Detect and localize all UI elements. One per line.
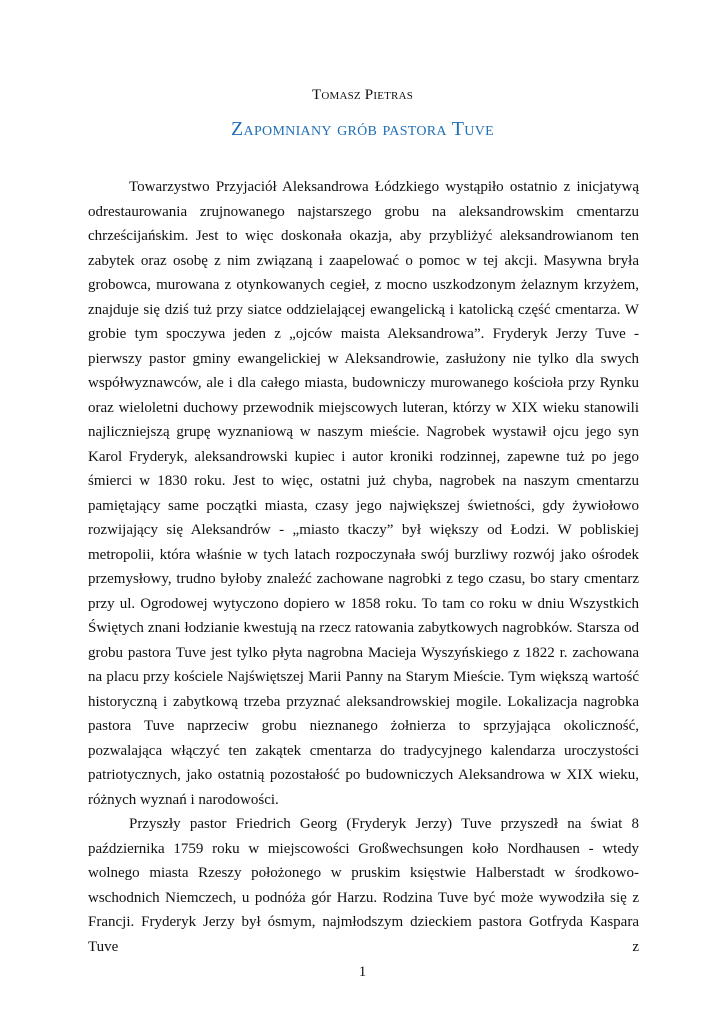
article-title: Zapomniany grób pastora Tuve <box>231 118 494 140</box>
article-body <box>88 175 639 959</box>
paragraph: Towarzystwo Przyjaciół Aleksandrowa Łódzkiego wystąpiło ostatnio z inicjatywą odrestaurowania zrujnowanego najstarszego grobu na aleksandrowskim cmentarzu chrześcijańskim. Jest to więc doskonała okazja, aby przybliżyć aleksandrowianom ten zabytek oraz osobę z nim związaną i zaapelować o pomoc w tej akcji. Masywna bryła grobowca, murowana z otynkowanych cegieł, z mocno uszkodzonym żelaznym krzyżem, znajduje się dziś tuż przy siatce oddzielającej ewangelicką i katolicką część cmentarza. W grobie tym spoczywa jeden z „ojców maista Aleksandrowa”. Fryderyk Jerzy Tuve - pierwszy pastor gminy ewangelickiej w Aleksandrowie, zasłużony nie tylko dla swych współwyznawców, ale i dla całego miasta, budowniczy murowanego kościoła przy Rynku oraz wieloletni duchowy przewodnik miejscowych luteran, którzy w XIX wieku stanowili najliczniejszą grupę wyznaniową w naszym mieście. Nagrobek wystawił ojcu jego syn Karol Fryderyk, aleksandrowski kupiec i autor kroniki rodzinnej, zapewne tuż po jego śmierci w 1830 roku. Jest to więc, ostatni już chyba, nagrobek na naszym cmentarzu pamiętający same początki miasta, czasy jego największej świetności, gdy żywiołowo rozwijający się Aleksandrów - „miasto tkaczy” był większy od Łodzi. W pobliskiej metropolii, która właśnie w tych latach rozpoczynała swój burzliwy rozwój jako ośrodek przemysłowy, trudno byłoby znaleźć zachowane nagrobki z tego czasu, bo stary cmentarz przy ul. Ogrodowej wytyczono dopiero w 1858 roku. To tam co roku w dniu Wszystkich Świętych znani łodzianie kwestują na rzecz ratowania zabytkowych nagrobków. Starsza od grobu pastora Tuve jest tylko płyta nagrobna Macieja Wyszyńskiego z 1822 r. zachowana na placu przy kościele Najświętszej Marii Panny na Starym Mieście. Tym większą wartość historyczną i zabytkową trzeba przyznać aleksandrowskiej mogile. Lokalizacja nagrobka pastora Tuve naprzeciw grobu nieznanego żołnierza to sprzyjająca okoliczność, pozwalająca włączyć ten zakątek cmentarza do tradycyjnego kalendarza uroczystości patriotycznych, jako ostatnią pozostałość po budowniczych Aleksandrowa w XIX wieku, różnych wyznań i narodowości. <box>88 179 639 808</box>
paragraph: Przyszły pastor Friedrich Georg (Fryderyk Jerzy) Tuve przyszedł na świat 8 października 1759 roku w miejscowości Großwechsungen koło Nordhausen - wtedy wolnego miasta Rzeszy położonego w pruskim księstwie Halberstadt w środkowo-wschodnich Niemczech, u podnóża gór Harzu. Rodzina Tuve być może wywodziła się z Francji. Fryderyk Jerzy był ósmym, najmłodszym dzieckiem pastora Gotfryda Kaspara Tuve z <box>88 816 639 955</box>
page-number: 1 <box>358 964 367 980</box>
author-name: Tomasz Pietras <box>311 87 414 103</box>
